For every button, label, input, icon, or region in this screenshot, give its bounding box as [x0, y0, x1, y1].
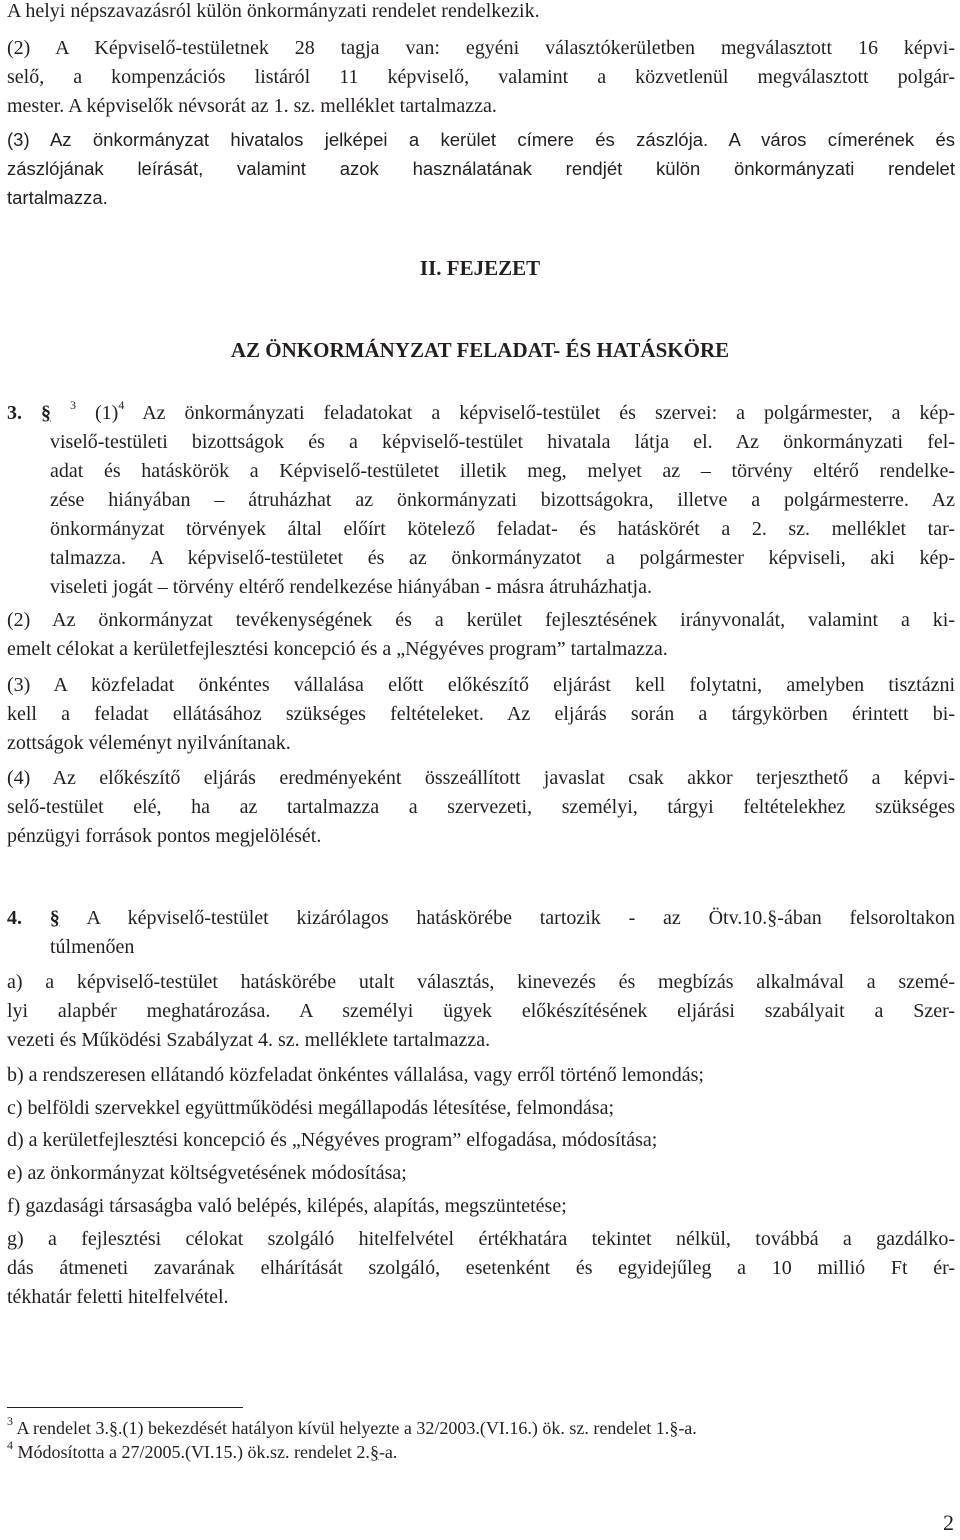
text-line	[7, 904, 955, 933]
text-line: selő-testület elé, ha az tartalmazza a szervezeti, személyi, tárgyi feltételekhez szükséges	[7, 796, 955, 818]
list-item-d: d) a kerületfejlesztési koncepció és „Négyéves program” elfogadása, módosítása;	[7, 1129, 658, 1151]
section-3	[7, 399, 955, 602]
paragraph-2-members	[7, 34, 955, 121]
text-line: (2) Az önkormányzat tevékenységének és a kerület fejlesztésének irányvonalát, valamint a ki-	[7, 609, 955, 631]
text-line: pénzügyi források pontos megjelölését.	[7, 825, 322, 847]
text-line: (2) A Képviselő-testületnek 28 tagja van: egyéni választókerületben megválasztott 16 képvi-	[7, 37, 955, 59]
text-segment: -a.	[378, 1442, 398, 1462]
footnote-mark: 3	[7, 1414, 13, 1428]
section-4-intro	[7, 904, 955, 962]
text-line: kell a feladat ellátásához szükséges feltételeket. Az eljárás során a tárgykörben érintett bi-	[7, 703, 955, 725]
text-line: zottságok véleményt nyilvánítanak.	[7, 732, 291, 754]
text-line	[7, 125, 955, 154]
text-line: zése hiányában – átruházhat az önkormányzati bizottságokra, illetve a polgármesterre. Az	[50, 489, 955, 511]
section-3-paragraph-3	[7, 671, 955, 758]
page-number: 2	[943, 1510, 954, 1535]
section-sign: §	[41, 402, 51, 424]
list-item-a	[7, 968, 955, 1055]
text-segment: -a.	[678, 1418, 697, 1438]
text-line: emelt célokat a kerületfejlesztési koncepció és a „Négyéves program” tartalmazza.	[7, 638, 668, 660]
footnote-4	[7, 1440, 955, 1464]
text-line: A helyi népszavazásról külön önkormányzati rendelet rendelkezik.	[7, 0, 540, 22]
paragraph-number: (1)	[95, 402, 119, 424]
text-segment: Módosította a 27/2005.(VI.15.) ök.sz. rendelet 2.	[17, 1442, 370, 1462]
text-line: túlmenően	[50, 936, 135, 958]
text-line: zászlójának leírását, valamint azok használatának rendjét külön önkormányzati rendelet	[7, 158, 955, 179]
text-line: mester. A képviselők névsorát az 1. sz. melléklet tartalmazza.	[7, 95, 497, 117]
section-3-paragraph-2	[7, 606, 955, 664]
text-segment: A rendelet 3.	[16, 1418, 109, 1438]
text-line: vezeti és Működési Szabályzat 4. sz. melléklete tartalmazza.	[7, 1029, 491, 1051]
footnote-ref[interactable]: 3	[70, 398, 76, 413]
chapter-number: II. FEJEZET	[419, 256, 541, 280]
section-sign: §	[767, 907, 778, 929]
text-line: viselő-testületi bizottságok és a képviselő-testület hivatala látja el. Az önkormányzati fel-	[50, 431, 955, 453]
text-line: önkormányzat törvények által előírt kötelező feladat- és hatáskörét a 2. sz. melléklet tar-	[50, 518, 955, 540]
footnote-separator	[7, 1407, 243, 1408]
text-line: talmazza. A képviselő-testületet és az önkormányzatot a polgármester képviseli, aki kép-	[50, 547, 955, 569]
list-item-c: c) belföldi szervekkel együttműködési megállapodás létesítése, felmondása;	[7, 1097, 615, 1119]
section-sign: §	[49, 907, 60, 929]
list-item-b: b) a rendszeresen ellátandó közfeladat önkéntes vállalása, vagy erről történő lemondás;	[7, 1064, 704, 1086]
text-segment: A képviselő-testület kizárólagos hatáskörébe tartozik - az Ötv.10.	[86, 907, 768, 929]
text-segment: A város címerének és	[728, 129, 955, 150]
text-line: tékhatár feletti hitelfelvétel.	[7, 1286, 229, 1308]
text-line: (4) Az előkészítő eljárás eredményeként összeállított javaslat csak akkor terjeszthető a képvi-	[7, 767, 955, 789]
text-line: dás átmeneti zavarának elhárítását szolgáló, esetenként és egyidejűleg a 10 millió Ft ér-	[7, 1257, 955, 1279]
text-line	[7, 399, 955, 428]
text-line: a) a képviselő-testület hatáskörébe utalt választás, kinevezés és megbízás alkalmával a szemé-	[7, 971, 955, 993]
text-line: viseleti jogát – törvény eltérő rendelkezése hiányában - másra átruházhatja.	[50, 576, 652, 598]
text-line: adat és hatáskörök a Képviselő-testületet illetik meg, melyet az – törvény eltérő rendelke-	[50, 460, 955, 482]
text-line: selő, a kompenzációs listáról 11 képviselő, valamint a közvetlenül megválasztott polgár-	[7, 66, 955, 88]
section-sign: §	[109, 1418, 118, 1438]
section-sign: §	[369, 1442, 379, 1462]
section-3-paragraph-4	[7, 764, 955, 851]
section-sign: §	[669, 1418, 679, 1438]
list-item-e: e) az önkormányzat költségvetésének módosítása;	[7, 1162, 407, 1184]
text-line: tartalmazza.	[7, 187, 108, 208]
text-line: g) a fejlesztési célokat szolgáló hitelfelvétel értékhatára tekintet nélkül, továbbá a gazdálko-	[7, 1228, 955, 1250]
text-segment: .(1) bekezdését hatályon kívül helyezte a 32/2003.(VI.16.) ök. sz. rendelet 1.	[118, 1418, 670, 1438]
footnote-ref[interactable]: 4	[118, 398, 125, 413]
list-item-g	[7, 1225, 955, 1312]
footnote-mark: 4	[7, 1438, 13, 1452]
list-item-f: f) gazdasági társaságba való belépés, kilépés, alapítás, megszüntetése;	[7, 1195, 567, 1217]
text-segment: (3) Az önkormányzat hivatalos jelképei a kerület címere és zászlója.	[7, 129, 709, 150]
paragraph-3-symbols	[7, 125, 955, 212]
footnote-3	[7, 1416, 955, 1440]
text-line: (3) A közfeladat önkéntes vállalása előtt előkészítő eljárást kell folytatni, amelyben tisztázni	[7, 674, 955, 696]
paragraph-referendum	[7, 0, 955, 26]
text-line: lyi alapbér meghatározása. A személyi ügyek előkészítésének eljárási szabályait a Szer-	[7, 1000, 955, 1022]
chapter-title: AZ ÖNKORMÁNYZAT FELADAT- ÉS HATÁSKÖRE	[230, 338, 730, 362]
text-segment: Az önkormányzati feladatokat a képviselő-testület és szervei: a polgármester, a kép-	[142, 402, 956, 424]
text-segment: -ában felsoroltakon	[777, 907, 956, 929]
section-number: 4.	[7, 907, 22, 929]
section-number: 3.	[7, 402, 22, 424]
